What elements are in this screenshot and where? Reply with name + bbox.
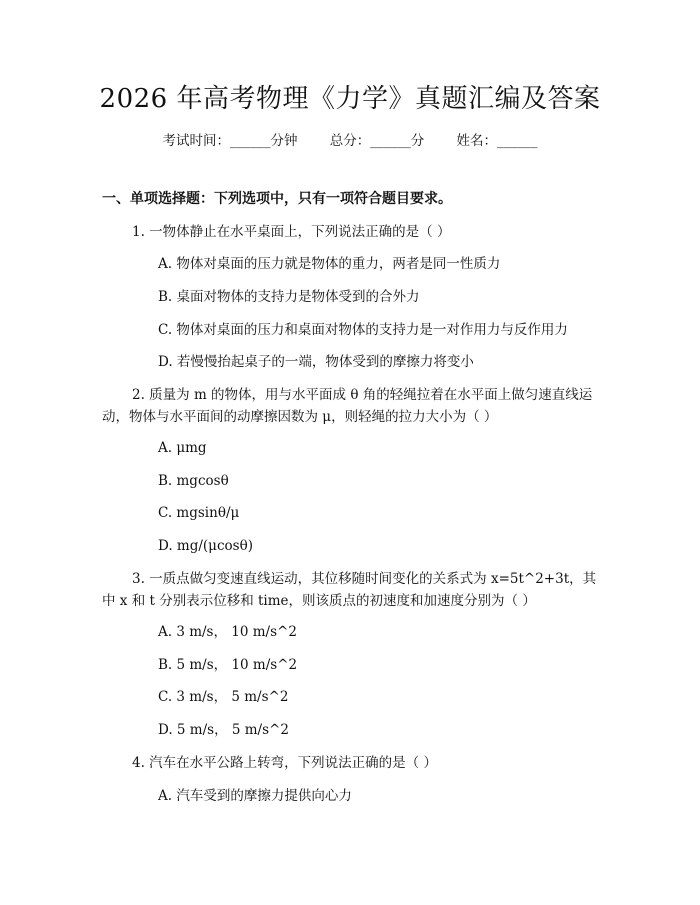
question-1-option-b: B. 桌面对物体的支持力是物体受到的合外力 [158,289,420,305]
question-1-option-d: D. 若慢慢抬起桌子的一端，物体受到的摩擦力将变小 [158,354,474,370]
question-3-option-a: A. 3 m/s， 10 m/s^2 [158,624,297,640]
question-2-option-a: A. μmg [158,440,207,456]
question-3-option-d: D. 5 m/s， 5 m/s^2 [158,722,289,738]
question-2-option-b: B. mgcosθ [158,473,229,489]
question-3-stem: 3. 一质点做匀变速直线运动，其位移随时间变化的关系式为 x=5t^2+3t，其 [132,571,597,587]
total-score-field: 总分：______分 [329,133,425,149]
question-2-option-c: C. mgsinθ/μ [158,505,240,521]
question-1-stem: 1. 一物体静止在水平桌面上，下列说法正确的是（ ） [132,224,451,240]
student-name-field: 姓名：______ [456,133,538,149]
question-2-stem: 2. 质量为 m 的物体，用与水平面成 θ 角的轻绳拉着在水平面上做匀速直线运 [132,387,593,403]
question-3-option-c: C. 3 m/s， 5 m/s^2 [158,689,289,705]
document-title: 2026 年高考物理《力学》真题汇编及答案 [99,84,601,114]
exam-time-field: 考试时间：______分钟 [162,133,298,149]
question-1-option-c: C. 物体对桌面的压力和桌面对物体的支持力是一对作用力与反作用力 [158,322,568,338]
question-3-stem-continued: 中 x 和 t 分别表示位移和 time，则该质点的初速度和加速度分别为（ ） [102,593,536,609]
section-heading: 一、单项选择题：下列选项中，只有一项符合题目要求。 [102,191,452,207]
exam-meta-line [0,131,700,151]
question-2-option-d: D. mg/(μcosθ) [158,538,253,554]
question-1-option-a: A. 物体对桌面的压力就是物体的重力，两者是同一性质力 [158,256,501,272]
question-3-option-b: B. 5 m/s， 10 m/s^2 [158,657,298,673]
question-2-stem-continued: 动，物体与水平面间的动摩擦因数为 μ，则轻绳的拉力大小为（ ） [102,409,498,425]
question-4-option-a: A. 汽车受到的摩擦力提供向心力 [158,788,352,804]
question-4-stem: 4. 汽车在水平公路上转弯，下列说法正确的是（ ） [132,755,437,771]
